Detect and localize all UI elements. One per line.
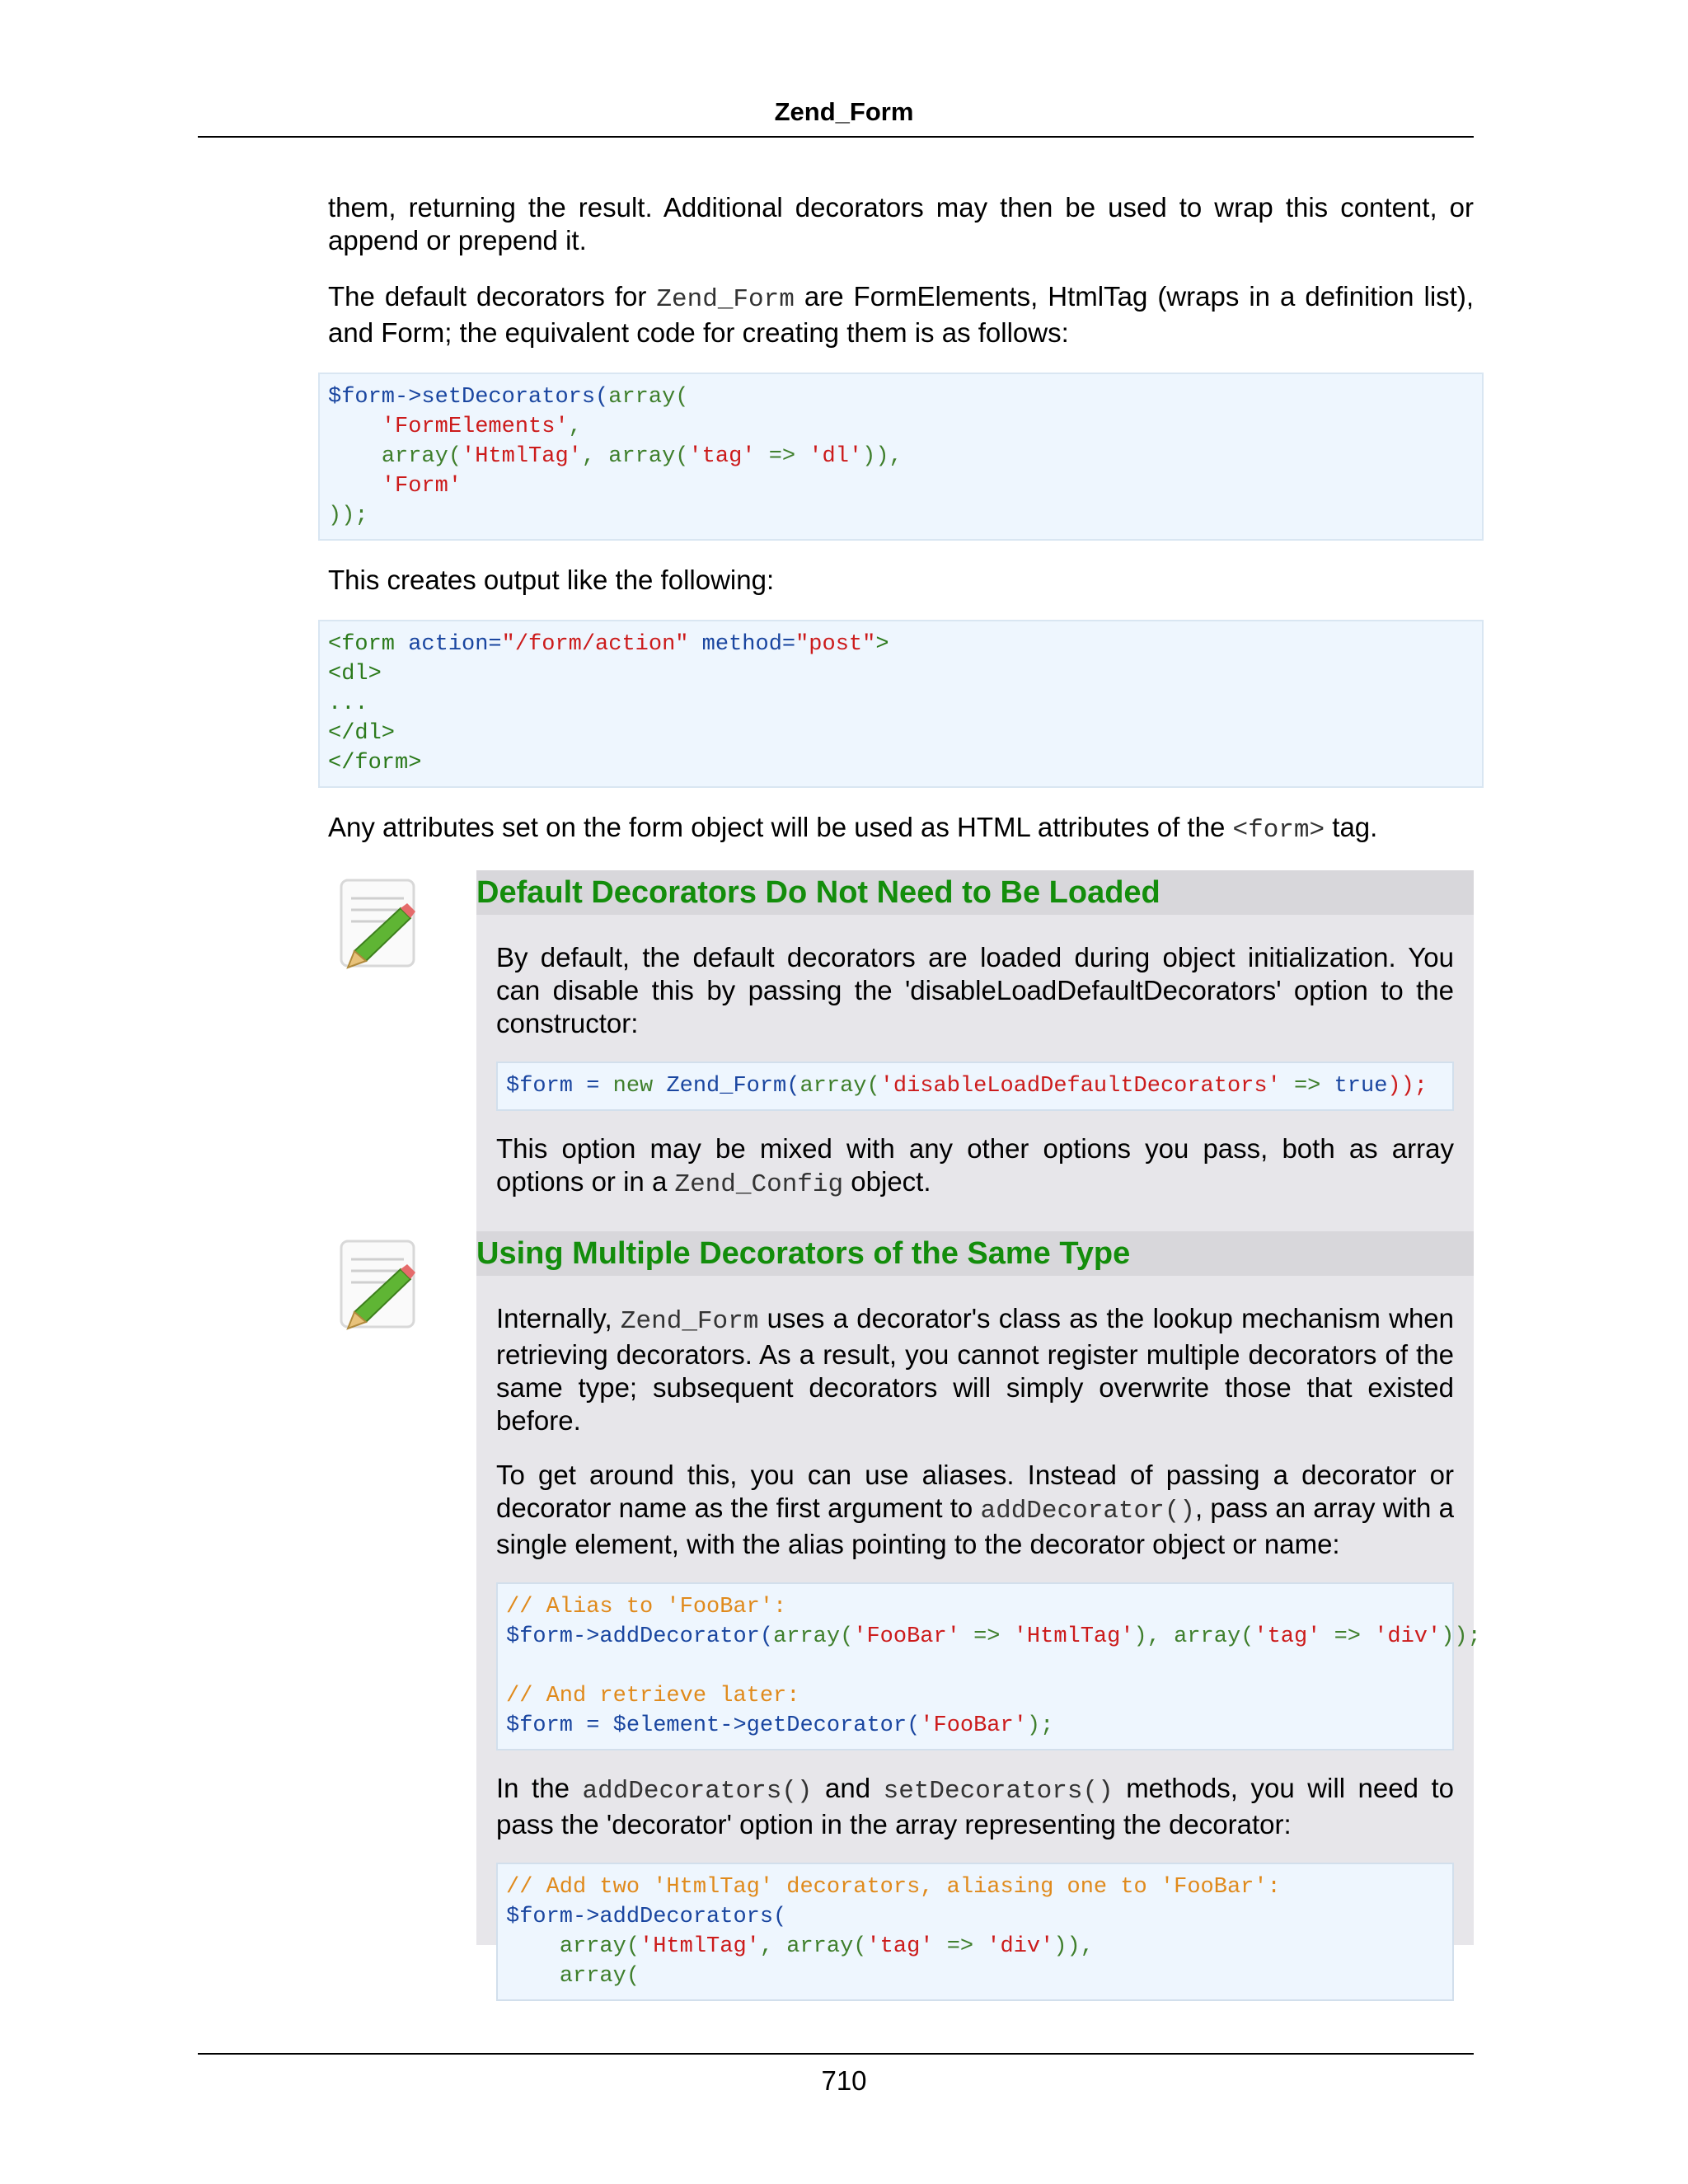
code-block-html-output: <form action="/form/action" method="post"> <dl> ... </dl> </form> — [318, 620, 1484, 788]
pencil-note-icon — [333, 1236, 424, 1335]
note-multiple-decorators — [476, 1231, 1481, 1989]
note-paragraph: Internally, Zend_Form uses a decorator's class as the lookup mechanism when retrieving decorators. As a result, you cannot register multiple decorators of the same type; subsequent decorators will simply overwrite those that existed before. — [496, 1303, 1454, 1436]
code-block-set-decorators: $form->setDecorators(array( 'FormElements', array('HtmlTag', array('tag' => 'dl')), 'Form' )); — [318, 373, 1484, 541]
note-paragraph: This option may be mixed with any other options you pass, both as array options or in a Zend_Config object. — [496, 1133, 1454, 1199]
page-number: 710 — [821, 2065, 867, 2096]
code-block-alias: // Alias to 'FooBar': $form->addDecorator(array('FooBar' => 'HtmlTag'), array('tag' => 'div')); // And retrieve later: $form = $element->getDecorator('FooBar'); — [496, 1582, 1454, 1750]
code-block-add-decorators: // Add two 'HtmlTag' decorators, aliasing one to 'FooBar': $form->addDecorators( array('HtmlTag', array('tag' => 'div')), array( — [496, 1863, 1454, 2001]
intro-paragraph-3: This creates output like the following: — [328, 565, 775, 595]
header-rule — [198, 136, 1474, 138]
main-content — [328, 191, 1474, 847]
running-header: Zend_Form — [774, 97, 914, 126]
inline-code: Zend_Form — [656, 285, 795, 314]
note-paragraph: To get around this, you can use aliases. Instead of passing a decorator or decorator name as the first argument to addDecorator(), pass an array with a single element, with the alias pointing to the decorator object or name: — [496, 1460, 1454, 1559]
intro-paragraph-4: Any attributes set on the form object will be used as HTML attributes of the <form> tag. — [328, 812, 1378, 845]
code-block-disable-defaults: $form = new Zend_Form(array('disableLoadDefaultDecorators' => true)); — [496, 1062, 1454, 1111]
note-paragraph: By default, the default decorators are loaded during object initialization. You can disable this by passing the 'disableLoadDefaultDecorators' option to the constructor: — [496, 942, 1454, 1038]
note-title: Default Decorators Do Not Need to Be Loaded — [476, 870, 1474, 915]
pencil-note-icon — [333, 875, 424, 974]
note-title: Using Multiple Decorators of the Same Type — [476, 1231, 1474, 1276]
note-default-decorators — [476, 870, 1474, 1235]
intro-paragraph-2: The default decorators for Zend_Form are FormElements, HtmlTag (wraps in a definition list), and Form; the equivalent code for creating them is as follows: — [328, 281, 1474, 348]
footer-rule — [198, 2053, 1474, 2055]
intro-paragraph-1: them, returning the result. Additional decorators may then be used to wrap this content, or append or prepend it. — [328, 192, 1474, 255]
note-paragraph: In the addDecorators() and setDecorators() methods, you will need to pass the 'decorator' option in the array representing the decorator: — [496, 1773, 1455, 1840]
